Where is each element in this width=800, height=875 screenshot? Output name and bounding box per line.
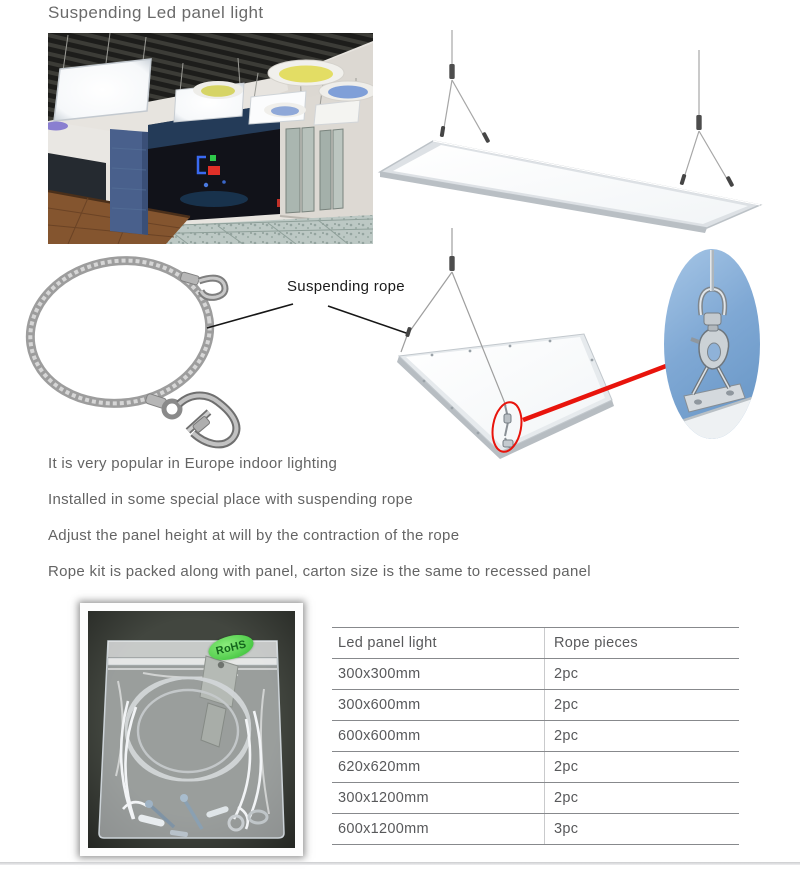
rohs-sticker: RoHS: [206, 631, 256, 664]
feature-line: It is very popular in Europe indoor lighting: [48, 455, 338, 472]
cell-size: 600x1200mm: [338, 821, 429, 837]
table-row: [332, 658, 739, 689]
suspended-panel-illustration: [380, 30, 760, 233]
table-row: [332, 751, 739, 782]
cell-size: 600x600mm: [338, 728, 421, 744]
cell-pieces: 2pc: [544, 721, 739, 751]
red-highlight-oval: [489, 400, 525, 454]
panel-corner-illustration: [397, 228, 614, 459]
cell-size: 300x300mm: [338, 666, 421, 682]
folding-doors: [286, 127, 343, 213]
cell-size: 300x1200mm: [338, 790, 429, 806]
feature-line: Adjust the panel height at will by the contraction of the rope: [48, 527, 460, 544]
showroom-photo: [48, 33, 373, 244]
cell-pieces: 2pc: [544, 752, 739, 782]
feature-line: Rope kit is packed along with panel, carton size is the same to recessed panel: [48, 563, 591, 580]
rope-photo: [21, 249, 236, 444]
table-row: [332, 813, 739, 845]
bottom-separator: [0, 862, 800, 865]
rope-label: Suspending rope: [287, 278, 405, 295]
feature-line: Installed in some special place with suspending rope: [48, 491, 413, 508]
feature-list: [48, 453, 728, 597]
fire-extinguisher: [277, 199, 280, 207]
rope-label-lines: [207, 304, 409, 334]
column-header-size: Led panel light: [338, 635, 437, 651]
cell-size: 300x600mm: [338, 697, 421, 713]
table-row: [332, 720, 739, 751]
cell-pieces: 2pc: [544, 783, 739, 813]
zoom-callout: [660, 249, 770, 442]
red-arrow: [523, 355, 687, 420]
rope-kit-photo: [80, 603, 303, 856]
column-header-pieces: Rope pieces: [544, 628, 739, 658]
table-row: [332, 782, 739, 813]
table-header-row: [332, 627, 739, 658]
table-row: [332, 689, 739, 720]
cell-pieces: 2pc: [544, 659, 739, 689]
spec-table: [332, 627, 739, 845]
cell-pieces: 2pc: [544, 690, 739, 720]
cell-size: 620x620mm: [338, 759, 421, 775]
page-title: Suspending Led panel light: [48, 3, 264, 22]
cell-pieces: 3pc: [544, 814, 739, 844]
